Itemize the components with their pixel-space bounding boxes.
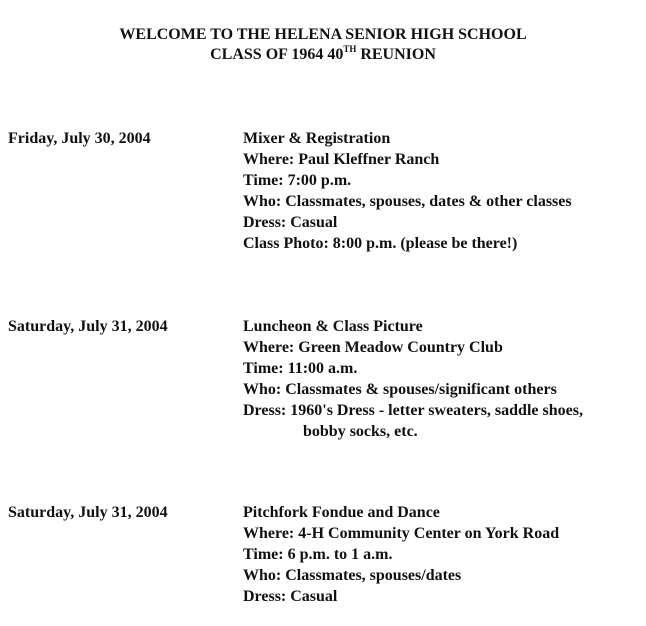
event-who: Who: Classmates, spouses, dates & other classes — [243, 193, 572, 210]
event-where: Where: Green Meadow Country Club — [243, 339, 503, 356]
event-who: Who: Classmates & spouses/significant others — [243, 381, 557, 398]
event-date: Saturday, July 31, 2004 — [8, 318, 168, 335]
event-date: Saturday, July 31, 2004 — [8, 504, 168, 521]
event-where: Where: Paul Kleffner Ranch — [243, 151, 440, 168]
event-details — [243, 128, 572, 254]
event-title: Mixer & Registration — [243, 130, 391, 147]
event-class-photo: Class Photo: 8:00 p.m. (please be there!) — [243, 235, 518, 252]
event-details — [243, 502, 559, 607]
event-dress: Dress: 1960's Dress - letter sweaters, saddle shoes, — [243, 402, 583, 419]
event-who: Who: Classmates, spouses/dates — [243, 567, 462, 584]
document-subtitle — [0, 45, 646, 65]
subtitle-prefix: CLASS OF 1964 40 — [210, 46, 344, 63]
event-time: Time: 7:00 p.m. — [243, 172, 352, 189]
event-details — [243, 316, 583, 442]
event-date: Friday, July 30, 2004 — [8, 130, 151, 147]
event-time: Time: 11:00 a.m. — [243, 360, 358, 377]
event-time: Time: 6 p.m. to 1 a.m. — [243, 546, 393, 563]
event-where: Where: 4-H Community Center on York Road — [243, 525, 560, 542]
event-dress: Dress: Casual — [243, 214, 338, 231]
event-dress: Dress: Casual — [243, 588, 338, 605]
subtitle-suffix: REUNION — [356, 46, 436, 63]
subtitle-superscript: TH — [343, 44, 357, 54]
event-title: Pitchfork Fondue and Dance — [243, 504, 440, 521]
document-title: WELCOME TO THE HELENA SENIOR HIGH SCHOOL — [119, 26, 527, 43]
event-dress-continued: bobby socks, etc. — [303, 423, 418, 440]
event-title: Luncheon & Class Picture — [243, 318, 423, 335]
